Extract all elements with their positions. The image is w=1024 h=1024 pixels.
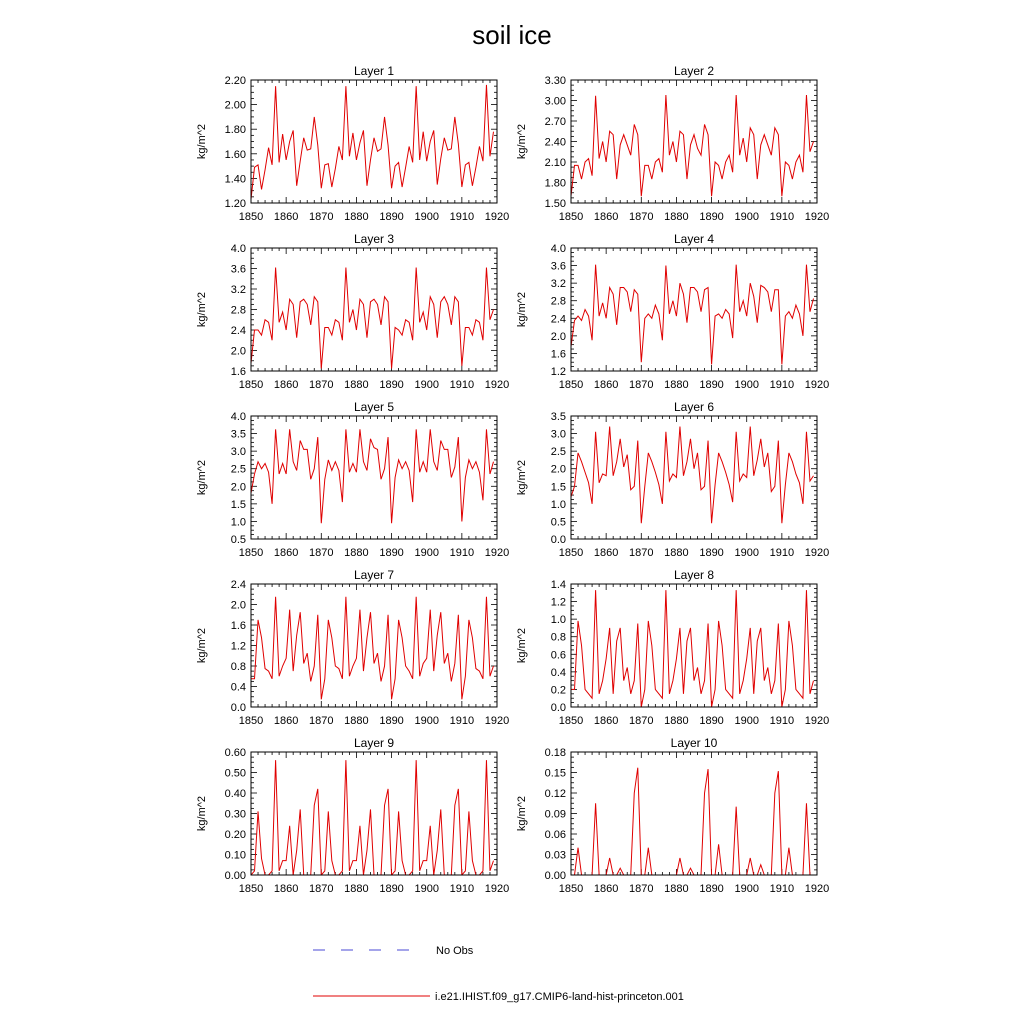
y-tick-label: 3.6 xyxy=(230,263,246,276)
y-tick-label: 0.8 xyxy=(550,631,566,644)
x-tick-label: 1880 xyxy=(664,883,689,895)
series-line-layer-7 xyxy=(251,597,493,700)
x-tick-label: 1910 xyxy=(769,211,795,223)
x-tick-label: 1870 xyxy=(309,883,334,895)
panel-layer-2 xyxy=(516,64,829,223)
x-tick-label: 1880 xyxy=(344,547,369,559)
x-tick-label: 1910 xyxy=(449,883,475,895)
y-tick-label: 0.0 xyxy=(230,702,246,714)
y-tick-label: 0.5 xyxy=(230,534,246,546)
panel-layer-7 xyxy=(196,568,509,727)
x-tick-label: 1850 xyxy=(558,211,584,223)
y-tick-label: 1.6 xyxy=(550,348,566,361)
x-tick-label: 1880 xyxy=(344,211,369,223)
x-tick-label: 1910 xyxy=(449,715,475,727)
panel-title: Layer 2 xyxy=(673,64,715,78)
panel-title: Layer 9 xyxy=(353,736,395,750)
y-tick-label: 1.60 xyxy=(224,148,246,161)
x-tick-label: 1880 xyxy=(664,547,689,559)
x-tick-label: 1860 xyxy=(273,379,299,391)
y-tick-label: 2.4 xyxy=(230,579,246,591)
x-tick-label: 1920 xyxy=(804,547,830,559)
y-tick-label: 1.2 xyxy=(230,640,246,653)
x-tick-label: 1920 xyxy=(484,883,510,895)
x-tick-label: 1880 xyxy=(344,379,369,391)
y-tick-label: 0.12 xyxy=(544,788,566,800)
y-tick-label: 0.30 xyxy=(224,808,246,821)
series-line-layer-3 xyxy=(251,267,493,368)
y-tick-label: 0.50 xyxy=(224,767,246,780)
y-tick-label: 2.0 xyxy=(550,330,566,343)
y-tick-label: 1.4 xyxy=(550,579,566,591)
y-tick-label: 3.6 xyxy=(550,260,566,273)
series-line-layer-8 xyxy=(571,590,813,707)
y-tick-label: 2.4 xyxy=(550,313,566,326)
y-tick-label: 2.0 xyxy=(550,463,566,476)
y-tick-label: 1.6 xyxy=(230,366,246,378)
panel-title: Layer 7 xyxy=(353,568,395,582)
x-tick-label: 1870 xyxy=(309,211,334,223)
y-axis-label: kg/m^2 xyxy=(516,795,528,832)
y-tick-label: 3.2 xyxy=(550,278,566,291)
y-axis-label: kg/m^2 xyxy=(516,459,528,496)
plot-frame xyxy=(571,80,817,203)
legend xyxy=(313,945,684,1003)
x-tick-label: 1900 xyxy=(414,211,439,223)
y-axis-label: kg/m^2 xyxy=(196,627,208,664)
y-tick-label: 0.20 xyxy=(224,829,246,841)
y-tick-label: 1.6 xyxy=(230,620,246,632)
y-tick-label: 2.0 xyxy=(230,345,246,358)
panel-grid xyxy=(196,64,829,895)
y-tick-label: 3.5 xyxy=(550,411,566,423)
plot-frame xyxy=(251,752,497,875)
y-tick-label: 2.10 xyxy=(544,157,566,169)
y-tick-label: 0.6 xyxy=(550,649,566,662)
x-tick-label: 1860 xyxy=(593,379,619,391)
y-tick-label: 1.50 xyxy=(544,198,566,210)
plot-frame xyxy=(251,80,497,203)
panel-layer-8 xyxy=(516,568,829,727)
x-tick-label: 1920 xyxy=(804,883,830,895)
x-tick-label: 1890 xyxy=(699,715,724,727)
plot-frame xyxy=(571,248,817,371)
x-tick-label: 1890 xyxy=(699,883,724,895)
y-tick-label: 2.0 xyxy=(230,481,246,494)
x-tick-label: 1870 xyxy=(629,883,654,895)
x-tick-label: 1900 xyxy=(414,379,439,391)
y-tick-label: 0.00 xyxy=(544,870,566,882)
x-tick-label: 1850 xyxy=(558,883,584,895)
y-tick-label: 2.8 xyxy=(230,304,246,317)
y-tick-label: 0.2 xyxy=(550,684,566,697)
y-tick-label: 0.15 xyxy=(544,767,566,780)
x-tick-label: 1900 xyxy=(734,715,759,727)
y-tick-label: 1.80 xyxy=(544,177,566,190)
x-tick-label: 1880 xyxy=(664,211,689,223)
y-tick-label: 1.0 xyxy=(550,614,566,627)
x-tick-label: 1910 xyxy=(769,883,795,895)
x-tick-label: 1900 xyxy=(414,883,439,895)
x-tick-label: 1910 xyxy=(449,211,475,223)
x-tick-label: 1920 xyxy=(484,379,510,391)
series-line-layer-9 xyxy=(251,760,493,875)
x-tick-label: 1900 xyxy=(734,379,759,391)
x-tick-label: 1850 xyxy=(238,883,264,895)
x-tick-label: 1870 xyxy=(629,379,654,391)
x-tick-label: 1860 xyxy=(273,547,299,559)
y-tick-label: 1.0 xyxy=(230,516,246,529)
panel-title: Layer 1 xyxy=(353,64,395,78)
legend-obs-label: No Obs xyxy=(436,945,474,957)
series-line-layer-4 xyxy=(571,265,813,365)
y-tick-label: 1.80 xyxy=(224,124,246,137)
x-tick-label: 1890 xyxy=(699,379,724,391)
y-tick-label: 1.20 xyxy=(224,198,246,210)
y-axis-label: kg/m^2 xyxy=(196,795,208,832)
y-tick-label: 3.2 xyxy=(230,284,246,296)
series-line-layer-5 xyxy=(251,429,493,523)
y-tick-label: 2.00 xyxy=(224,99,246,112)
y-tick-label: 2.0 xyxy=(230,599,246,612)
y-tick-label: 0.0 xyxy=(550,534,566,546)
x-tick-label: 1850 xyxy=(238,379,264,391)
x-tick-label: 1910 xyxy=(769,547,795,559)
x-tick-label: 1910 xyxy=(449,547,475,559)
y-tick-label: 2.8 xyxy=(550,295,566,308)
x-tick-label: 1870 xyxy=(629,211,654,223)
x-tick-label: 1920 xyxy=(804,379,830,391)
x-tick-label: 1890 xyxy=(699,547,724,559)
panel-title: Layer 3 xyxy=(353,232,395,246)
x-tick-label: 1890 xyxy=(379,547,404,559)
y-axis-label: kg/m^2 xyxy=(196,459,208,496)
y-axis-label: kg/m^2 xyxy=(196,291,208,328)
x-tick-label: 1860 xyxy=(593,883,619,895)
x-tick-label: 1850 xyxy=(238,715,264,727)
y-tick-label: 0.60 xyxy=(224,747,246,759)
x-tick-label: 1900 xyxy=(414,547,439,559)
y-tick-label: 2.40 xyxy=(544,136,566,149)
panel-layer-10 xyxy=(516,736,829,895)
x-tick-label: 1850 xyxy=(558,379,584,391)
x-tick-label: 1850 xyxy=(238,211,264,223)
x-tick-label: 1890 xyxy=(379,379,404,391)
panel-layer-3 xyxy=(196,232,509,391)
x-tick-label: 1920 xyxy=(484,211,510,223)
x-tick-label: 1870 xyxy=(629,715,654,727)
y-tick-label: 0.0 xyxy=(550,702,566,714)
y-tick-label: 1.40 xyxy=(224,173,246,186)
y-tick-label: 4.0 xyxy=(550,243,566,255)
panel-layer-9 xyxy=(196,736,509,895)
panel-title: Layer 5 xyxy=(353,400,395,414)
y-tick-label: 0.5 xyxy=(550,516,566,529)
y-tick-label: 3.5 xyxy=(230,428,246,441)
panel-layer-1 xyxy=(196,64,509,223)
y-tick-label: 0.09 xyxy=(544,808,566,821)
y-axis-label: kg/m^2 xyxy=(516,123,528,160)
x-tick-label: 1900 xyxy=(414,715,439,727)
x-tick-label: 1910 xyxy=(769,715,795,727)
x-tick-label: 1860 xyxy=(593,211,619,223)
y-tick-label: 0.40 xyxy=(224,788,246,800)
y-tick-label: 1.2 xyxy=(550,366,566,378)
x-tick-label: 1850 xyxy=(558,715,584,727)
x-tick-label: 1920 xyxy=(484,547,510,559)
y-tick-label: 2.5 xyxy=(230,463,246,476)
y-tick-label: 2.4 xyxy=(230,325,246,337)
y-tick-label: 0.00 xyxy=(224,870,246,882)
y-tick-label: 4.0 xyxy=(230,243,246,255)
x-tick-label: 1860 xyxy=(273,211,299,223)
x-tick-label: 1900 xyxy=(734,547,759,559)
panel-layer-5 xyxy=(196,400,509,559)
x-tick-label: 1880 xyxy=(344,715,369,727)
x-tick-label: 1890 xyxy=(379,883,404,895)
x-tick-label: 1850 xyxy=(238,547,264,559)
y-tick-label: 0.4 xyxy=(230,681,246,694)
x-tick-label: 1880 xyxy=(344,883,369,895)
y-tick-label: 1.5 xyxy=(550,481,566,494)
y-axis-label: kg/m^2 xyxy=(196,123,208,160)
x-tick-label: 1880 xyxy=(664,379,689,391)
series-line-layer-10 xyxy=(571,768,813,875)
x-tick-label: 1920 xyxy=(804,211,830,223)
y-tick-label: 0.18 xyxy=(544,747,566,759)
x-tick-label: 1910 xyxy=(769,379,795,391)
x-tick-label: 1860 xyxy=(273,715,299,727)
series-line-layer-2 xyxy=(571,95,813,196)
x-tick-label: 1880 xyxy=(664,715,689,727)
panel-title: Layer 4 xyxy=(673,232,715,246)
legend-model-label: i.e21.IHIST.f09_g17.CMIP6-land-hist-princeton.001 xyxy=(435,991,684,1003)
series-line-layer-6 xyxy=(571,427,813,524)
plot-frame xyxy=(251,248,497,371)
x-tick-label: 1900 xyxy=(734,883,759,895)
x-tick-label: 1850 xyxy=(558,547,584,559)
y-tick-label: 2.20 xyxy=(224,75,246,87)
y-axis-label: kg/m^2 xyxy=(516,291,528,328)
x-tick-label: 1910 xyxy=(449,379,475,391)
series-line-layer-1 xyxy=(251,85,493,199)
x-tick-label: 1870 xyxy=(309,547,334,559)
y-tick-label: 4.0 xyxy=(230,411,246,423)
figure-title: soil ice xyxy=(472,20,552,50)
x-tick-label: 1870 xyxy=(629,547,654,559)
y-tick-label: 0.06 xyxy=(544,829,566,841)
panel-title: Layer 8 xyxy=(673,568,715,582)
x-tick-label: 1860 xyxy=(273,883,299,895)
y-tick-label: 1.2 xyxy=(550,596,566,609)
y-tick-label: 1.5 xyxy=(230,498,246,511)
panel-title: Layer 6 xyxy=(673,400,715,414)
y-tick-label: 3.0 xyxy=(550,428,566,441)
x-tick-label: 1860 xyxy=(593,547,619,559)
y-tick-label: 3.0 xyxy=(230,446,246,459)
y-tick-label: 3.30 xyxy=(544,75,566,87)
y-tick-label: 0.10 xyxy=(224,849,246,862)
panel-layer-6 xyxy=(516,400,829,559)
x-tick-label: 1860 xyxy=(593,715,619,727)
panel-layer-4 xyxy=(516,232,829,391)
x-tick-label: 1900 xyxy=(734,211,759,223)
y-tick-label: 2.5 xyxy=(550,446,566,459)
x-tick-label: 1870 xyxy=(309,715,334,727)
y-tick-label: 0.03 xyxy=(544,849,566,862)
y-tick-label: 3.00 xyxy=(544,95,566,108)
x-tick-label: 1870 xyxy=(309,379,334,391)
y-axis-label: kg/m^2 xyxy=(516,627,528,664)
x-tick-label: 1890 xyxy=(699,211,724,223)
y-tick-label: 2.70 xyxy=(544,116,566,128)
x-tick-label: 1890 xyxy=(379,715,404,727)
x-tick-label: 1920 xyxy=(484,715,510,727)
y-tick-label: 1.0 xyxy=(550,498,566,511)
y-tick-label: 0.8 xyxy=(230,661,246,673)
x-tick-label: 1890 xyxy=(379,211,404,223)
panel-title: Layer 10 xyxy=(670,736,718,750)
y-tick-label: 0.4 xyxy=(550,666,566,679)
x-tick-label: 1920 xyxy=(804,715,830,727)
